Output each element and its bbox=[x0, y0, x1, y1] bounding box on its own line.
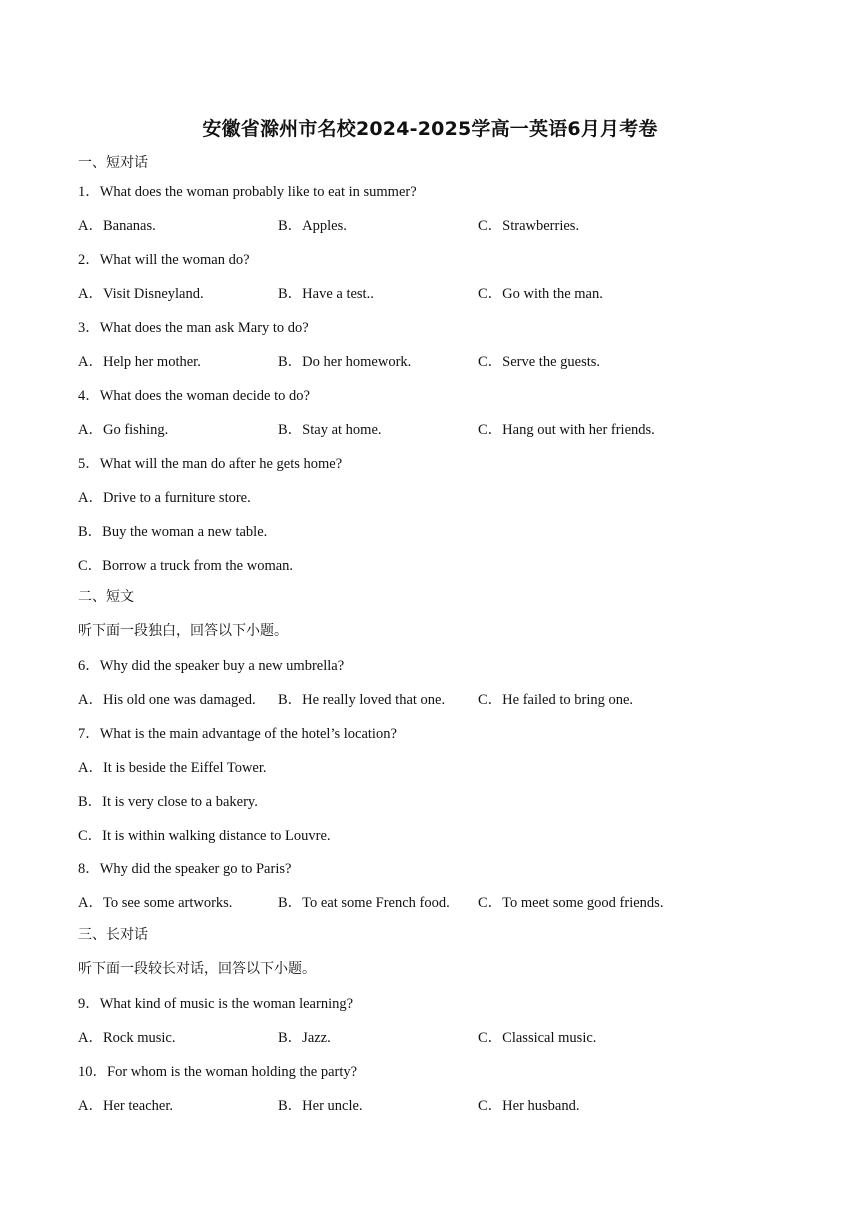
option-4a: A．Go fishing. bbox=[78, 422, 169, 438]
option-7a: A．It is beside the Eiffel Tower. bbox=[78, 760, 267, 776]
option-6b: B．He really loved that one. bbox=[278, 692, 446, 708]
option-9b: B．Jazz. bbox=[278, 1030, 331, 1046]
option-10b: B．Her uncle. bbox=[278, 1098, 363, 1114]
option-1a: A．Bananas. bbox=[78, 218, 156, 234]
question-5: 5．What will the man do after he gets home? bbox=[78, 456, 343, 472]
question-9: 9．What kind of music is the woman learning? bbox=[78, 996, 354, 1012]
option-8c: C．To meet some good friends. bbox=[478, 895, 664, 911]
option-1c: C．Strawberries. bbox=[478, 218, 580, 234]
option-4c: C．Hang out with her friends. bbox=[478, 422, 655, 438]
option-5a: A．Drive to a furniture store. bbox=[78, 490, 251, 506]
option-2c: C．Go with the man. bbox=[478, 286, 603, 302]
section-intro-3: 听下面一段较长对话，回答以下小题。 bbox=[78, 961, 316, 977]
question-3: 3．What does the man ask Mary to do? bbox=[78, 320, 309, 336]
option-2b: B．Have a test.. bbox=[278, 286, 374, 302]
option-7b: B．It is very close to a bakery. bbox=[78, 794, 258, 810]
question-10: 10．For whom is the woman holding the party? bbox=[78, 1064, 358, 1080]
option-5b: B．Buy the woman a new table. bbox=[78, 524, 268, 540]
question-8: 8．Why did the speaker go to Paris? bbox=[78, 861, 292, 877]
section-intro-2: 听下面一段独白，回答以下小题。 bbox=[78, 623, 288, 639]
option-10a: A．Her teacher. bbox=[78, 1098, 174, 1114]
question-4: 4．What does the woman decide to do? bbox=[78, 388, 310, 404]
section-heading-1: 一、短对话 bbox=[78, 155, 148, 171]
option-7c: C．It is within walking distance to Louvre. bbox=[78, 828, 331, 844]
option-2a: A．Visit Disneyland. bbox=[78, 286, 204, 302]
section-heading-2: 二、短文 bbox=[78, 589, 134, 605]
option-4b: B．Stay at home. bbox=[278, 422, 382, 438]
option-6c: C．He failed to bring one. bbox=[478, 692, 634, 708]
option-9a: A．Rock music. bbox=[78, 1030, 176, 1046]
option-3a: A．Help her mother. bbox=[78, 354, 201, 370]
option-8b: B．To eat some French food. bbox=[278, 895, 450, 911]
option-8a: A．To see some artworks. bbox=[78, 895, 233, 911]
option-9c: C．Classical music. bbox=[478, 1030, 597, 1046]
question-2: 2．What will the woman do? bbox=[78, 252, 250, 268]
option-10c: C．Her husband. bbox=[478, 1098, 580, 1114]
section-heading-3: 三、长对话 bbox=[78, 927, 148, 943]
option-3c: C．Serve the guests. bbox=[478, 354, 601, 370]
question-1: 1．What does the woman probably like to eat in summer? bbox=[78, 184, 417, 200]
page-title: 安徽省滁州市名校2024-2025学高一英语6月月考卷 bbox=[202, 118, 658, 140]
question-7: 7．What is the main advantage of the hotel’s location? bbox=[78, 726, 397, 742]
option-6a: A．His old one was damaged. bbox=[78, 692, 256, 708]
option-1b: B．Apples. bbox=[278, 218, 347, 234]
option-5c: C．Borrow a truck from the woman. bbox=[78, 558, 294, 574]
option-3b: B．Do her homework. bbox=[278, 354, 412, 370]
question-6: 6．Why did the speaker buy a new umbrella? bbox=[78, 658, 345, 674]
